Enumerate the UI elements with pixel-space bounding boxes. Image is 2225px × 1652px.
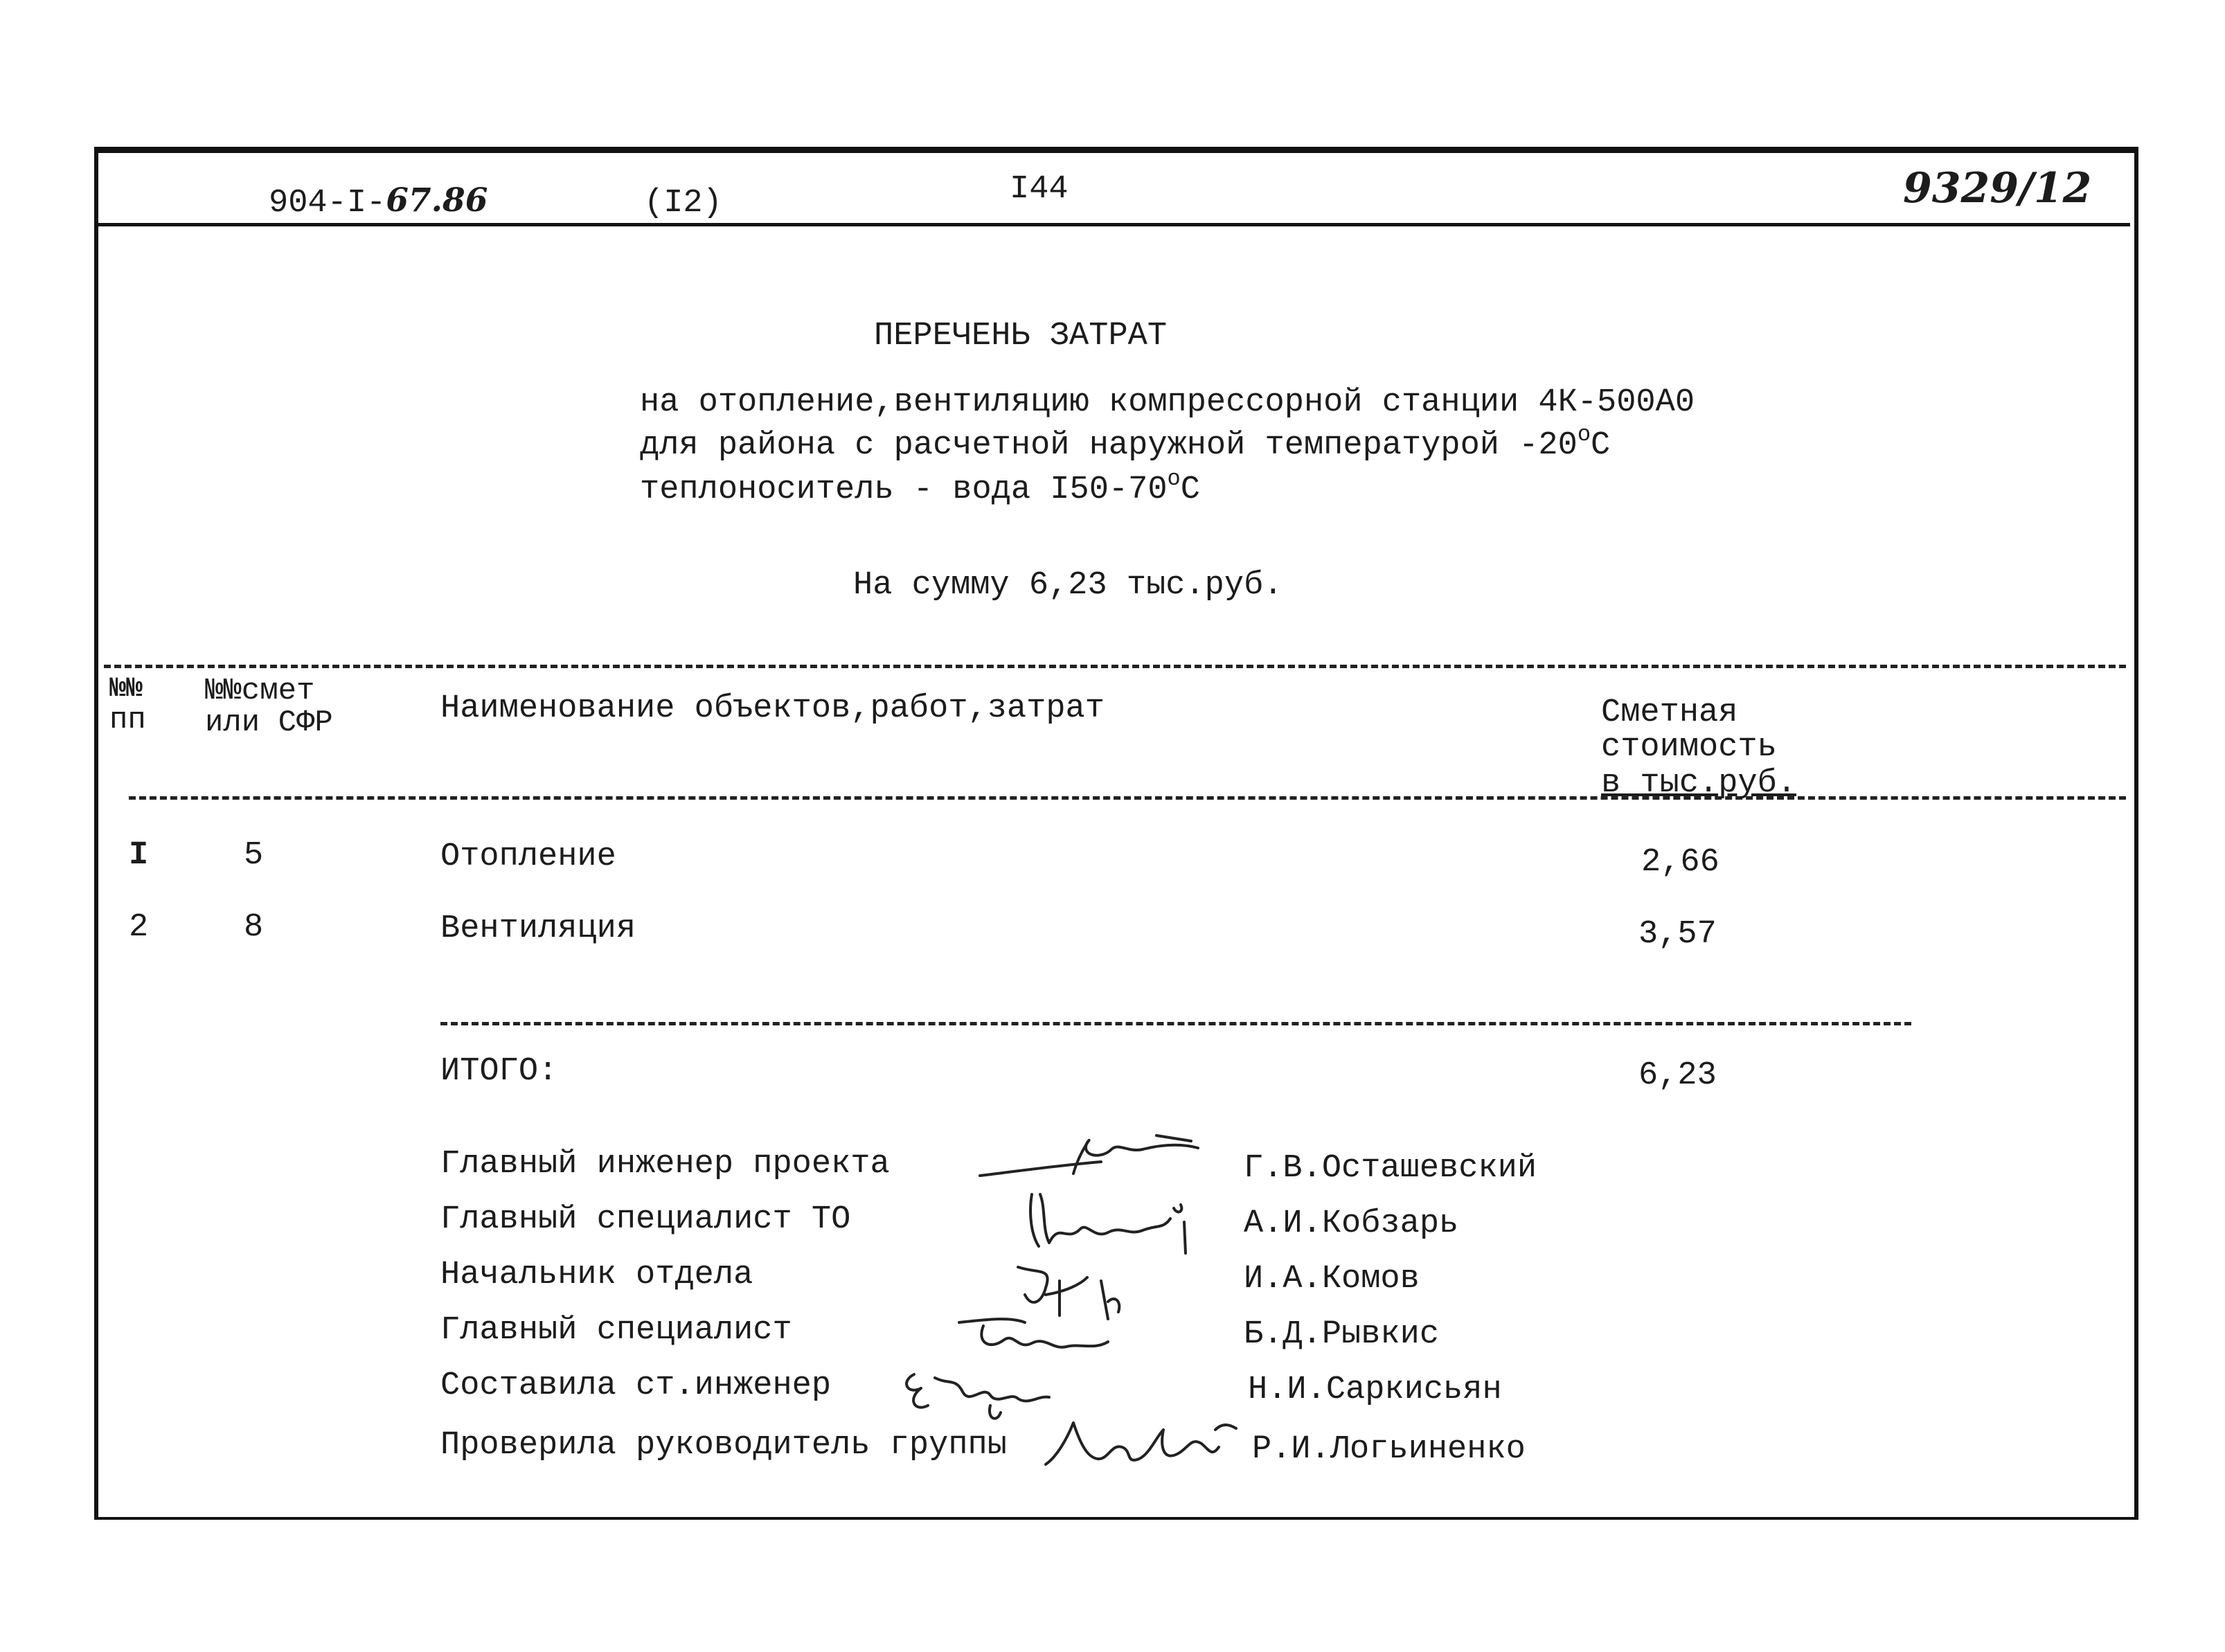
col-header-name: Наименование объектов,работ,затрат — [440, 690, 1105, 727]
degree-mark: o — [1577, 422, 1591, 447]
handwritten-signature — [969, 1122, 1219, 1184]
total-sum-line: На сумму 6,23 тыс.руб. — [853, 567, 1283, 604]
signature-role: Главный инженер проекта — [440, 1146, 890, 1183]
page-number: I44 — [1010, 171, 1069, 208]
col-header-cost-3: в тыс.руб. — [1601, 765, 1797, 802]
signature-role: Составила ст.инженер — [440, 1367, 832, 1404]
signature-name: Р.И.Логьиненко — [1252, 1431, 1526, 1468]
signature-name: Г.В.Осташевский — [1244, 1150, 1537, 1187]
header-divider — [98, 223, 2130, 226]
signature-role: Проверила руководитель группы — [440, 1427, 1007, 1464]
degree-mark: o — [1167, 466, 1181, 492]
total-label: ИТОГО: — [440, 1053, 558, 1090]
signature-role: Начальник отдела — [440, 1257, 753, 1293]
document-code-suffix: 67.86 — [386, 181, 488, 219]
col-header-estimate-2: или СФР — [205, 706, 333, 740]
row-number: 2 — [129, 909, 149, 946]
col-header-cost-2: стоимость — [1601, 729, 1777, 766]
document-code — [269, 181, 488, 222]
row-number: I — [129, 837, 149, 874]
total-value: 6,23 — [1638, 1057, 1717, 1094]
signature-name: А.И.Кобзарь — [1244, 1205, 1459, 1242]
row-estimate: 8 — [244, 909, 264, 946]
col-header-num-2: пп — [109, 703, 146, 737]
handwritten-signature — [886, 1357, 1060, 1426]
title-line-1: на отопление,вентиляцию компрессорной станции 4К-500А0 — [640, 384, 1695, 421]
total-rule — [440, 1022, 1911, 1025]
row-cost: 2,66 — [1641, 844, 1719, 881]
signature-role: Главный специалист ТО — [440, 1201, 851, 1238]
signature-role: Главный специалист — [440, 1312, 792, 1349]
document-code-prefix: 904-I- — [269, 185, 386, 222]
signature-name: И.А.Комов — [1244, 1261, 1420, 1298]
title-line-3: теплоноситель - вода I50-70$^o$С — [640, 466, 1200, 508]
row-name: Отопление — [440, 838, 616, 875]
col-header-estimate-1: №№смет — [205, 674, 315, 708]
col-header-num-1: №№ — [109, 674, 143, 705]
part-number: (I2) — [644, 185, 722, 222]
row-name: Вентиляция — [440, 910, 636, 947]
inventory-number: 9329/12 — [1903, 164, 2092, 213]
table-header-rule — [129, 796, 2126, 800]
col-header-cost-1: Сметная — [1601, 694, 1738, 731]
signature-name: Н.И.Саркисьян — [1248, 1372, 1502, 1408]
document-heading: ПЕРЕЧЕНЬ ЗАТРАТ — [874, 318, 1168, 354]
row-estimate: 5 — [244, 837, 264, 874]
handwritten-signature — [1039, 1409, 1246, 1471]
signature-name: Б.Д.Рывкис — [1244, 1316, 1440, 1353]
handwritten-signature — [1018, 1180, 1198, 1257]
title-line-2: для района с расчетной наружной температурой -20$^o$С — [640, 422, 1611, 464]
row-cost: 3,57 — [1638, 916, 1717, 953]
table-top-rule — [104, 665, 2126, 668]
